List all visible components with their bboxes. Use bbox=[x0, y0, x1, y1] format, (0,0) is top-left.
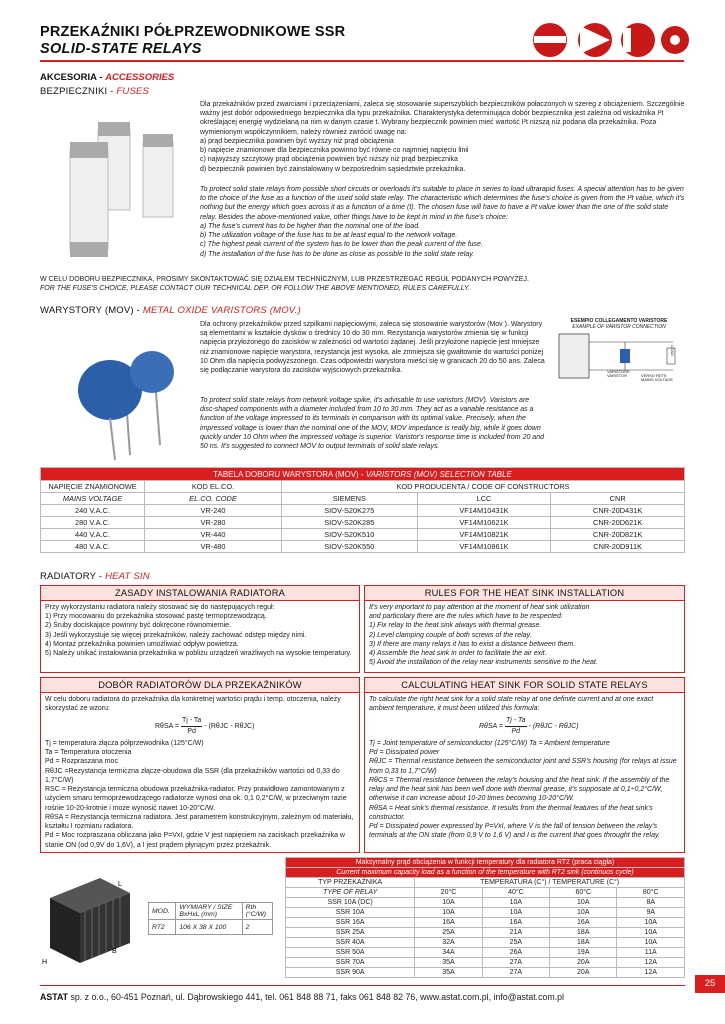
page-subtitle: SOLID-STATE RELAYS bbox=[40, 41, 202, 57]
varistor-photo bbox=[60, 330, 190, 465]
svg-text:L: L bbox=[118, 881, 122, 888]
svg-text:H: H bbox=[42, 959, 48, 966]
page-title: PRZEKAŹNIKI PÓŁPRZEWODNIKOWE SSR bbox=[40, 24, 346, 40]
radiators-heading: RADIATORY - HEAT SIN bbox=[40, 571, 150, 582]
calc-box-en: CALCULATING HEAT SINK FOR SOLID STATE RELAYS To calculate the right heat sink for a solid state relay at one definite current and at one exact ambient temperature, it must been utilized this formula: RθSA = $\frac{Tj - Ta}{Pd}$ - (RθJC - RθJC) Tj = Joint temperature of semiconductor (125°C/W) Ta = Ambient temperature Pd = Dissipated power RθJC = Thermal resistance between the semiconductor joint and SSR's housing (for relays at issue from 0,33 to 1,7°C/W) RθCS = Thermal resistance between the relay's housing and the heat sink. If the assembly of the relay and the heat sink has been well done with thermal grease, it's supposate at 0,1÷0,2°C/W, otherwise it can increase about 10-20 times becoming 10-20°C/W. RθSA = Heat sink's thermal resistance. It results from the thermal features of the heat sink's constructor. Pd = Dissipated power expressed by P=VxI, where V is the fall of tension between the relay's terminals at the ON state (from 0,9 V to 1,6 V) and I is the current that goes throught the relay. bbox=[364, 677, 685, 853]
fuses-photo bbox=[40, 120, 190, 270]
heat-sink-model-table: MOD. WYMIARY / SIZE BxHxL (mm) Rth (°C/W) RT2 106 X 38 X 100 2 bbox=[148, 902, 273, 935]
mov-text-pl: Dla ochrony przekaźników przed szpilkami napięciowymi, zaleca się stosowanie warystorów (Mov ). Warystory są elementami w kształcie dysków o średnicy 10 do 30 mm. Rezystancja warystorów zmienia się w funkcji napięcia przyłożonego do zacisków w zależności od wartości żądanej. Jeśli przyłożone napięcie jest mniejsze niż znamionowe napięcie warystora, rezystancja jest wysoka, ale zmniejsza się gwałtownie do wartości poniżej 10 Ohm dla napięcia podwyższonego. Czas odpowiedzi warystora mieści się w granicach 20 do 50 ans. Zaleca się podłączanie warystora do zacisków wyjściowych przekaźnika. bbox=[200, 321, 545, 375]
fuses-note-pl: W CELU DOBORU BEZPIECZNIKA, PROSIMY SKONTAKTOWAĆ SIĘ DZIAŁEM TECHNICZNYM, LUB PRZESTRZEGAĆ REGUŁ PODANYCH POWYŻEJ. bbox=[40, 276, 529, 283]
footer-rule bbox=[40, 985, 685, 986]
heat-sink-formula-pl: RθSA = $\frac{Tj - Ta}{Pd}$ - (RθJC - RθJC) bbox=[155, 717, 255, 735]
rules-box-en: RULES FOR THE HEAT SINK INSTALLATION It's very important to pay attention at the moment of heat sink utilization and particolary there are the rules which have to be respected: 1) Fix relay to the heat sink always with thermal grease. 2) Level clamping couple of both screws of the relay. 3) If there are many relays it has to exist a distance between them. 4) Assemble the heat sink in order to facilitate the air exit. 5) Avoid the installation of the relay near instruments sensitive to the heat. bbox=[364, 585, 685, 673]
table-row: SSR 50A 34A 26A 19A 11A bbox=[286, 948, 685, 958]
mov-text-en: To protect solid state relays from network voltage spike, it's advisable to use varistors (MOV). Varistors are disc-shaped components with a diameter included from 10 to 30 mm. They act as a variable resistance as a function of the voltage impressed to its terminals in comparison with its optimal value. Precisely, when the impressed voltage is lower than the nominal one of the MOV, MOV impedance is really big, while it goes down quickly under 10 Ohm when the impressed voltage is superior. Varistor's response time is included from 20 and 50 ns. It's suggested to connect MOV to output terminals of solid state relays. bbox=[200, 397, 544, 451]
varistor-connection-diagram: ESEMPIO COLLEGAMENTO VARISTORE EXAMPLE OF VARISTOR CONNECTION VARISTORE VARISTOR VERSO RETE MAINS VOLTAGE LOAD bbox=[555, 318, 683, 390]
table-row: 280 V.A.C. VR-280 SIOV-S20K285 VF14M10621K CNR-20D621K bbox=[41, 517, 685, 529]
table-row: SSR 10A 10A 10A 10A 9A bbox=[286, 908, 685, 918]
table-row: SSR 70A 35A 27A 20A 12A bbox=[286, 958, 685, 968]
fuses-note-en: FOR THE FUSE'S CHOICE, PLEASE CONTACT OUR TECHNICAL DEP. OR FOLLOW THE ABOVE MENTIONED, RULES CAREFULLY. bbox=[40, 285, 470, 292]
footer-contact: ASTAT sp. z o.o., 60-451 Poznań, ul. Dąbrowskiego 441, tel. 061 848 88 71, faks 061 848 82 76, www.astat.com.pl, info@astat.com.pl bbox=[40, 992, 565, 1002]
page-number: 25 bbox=[695, 975, 725, 993]
mov-selection-table: TABELA DOBORU WARYSTORA (MOV) - VARISTORS (MOV) SELECTION TABLE NAPIĘCIE ZNAMIONOWE KOD EL.CO. KOD PRODUCENTA / CODE OF CONSTRUCTORS MAINS VOLTAGE EL.CO. CODE SIEMENS LCC CNR 240 V.A.C. VR-240 SIOV-S20K275 VF14M10431K CNR-20D431K 280 V.A.C. VR-280 SIOV-S20K285 VF14M10621K CNR-20D621K 440 V.A.C. VR-440 SIOV-S20K510 VF14M10821K CNR-20D821K 480 V.A.C. VR-480 SIOV-S20K550 VF14M10861K CNR-20D911K bbox=[40, 467, 685, 553]
fuses-text-en: To protect solid state relays from possible short circuits or overloads it's suitable to place in series to load ultrarapid fuses. A special attention has to be given to the choice of the fuse as a function of the used solid state relay. The characteristic which determines the fuse's choice is given from the I²t value, which it's nothing but the energy which goes across it as a function of a time (t). The chosen fuse will have to have a I²t value lower than the one of the solid state relay. Besides the above-mentioned value, other things have to be kept in mind in the fuse's choice: a) The fuse's current has to be higher than the nominal one of the load. b) The utilization voltage of the fuse has to be at least equal to the network voltage. c) The highest peak current of the system has to be lower than the peak current of the fuse. d) The installation of the fuse has to be done as close as possible to the solid state relay. bbox=[200, 186, 685, 258]
table-row: SSR 40A 32A 25A 18A 10A bbox=[286, 938, 685, 948]
calc-box-pl: DOBÓR RADIATORÓW DLA PRZEKAŹNIKÓW W celu doboru radiatora do przekaźnika dla konkretnej wartości prądu i temp. otoczenia, należy skorzystać ze wzoru: RθSA = $\frac{Tj - Ta}{Pd}$ - (RθJC - RθJC) Tj = temperatura złącza półprzewodnika (125°C/W) Ta = Temperatura otoczenia Pd = Rozpraszana moc RθJC =Rezystancja termiczna złącze-obudowa dla SSR (dla przekaźników wartości od 0,33 do 1,7°C/W) RSC = Rezystancja termiczna obudowa przekaźnika-radiator. Przy prawidłowo zamontowanym z użyciem smaru termoprzewodzącego radiatorze wynosi ona ok. 0,1 0,2°C/W, w przeciwnym razie rośnie 10-20-krotnie i może wynosić nawet 10-20°C/W. RθSA = Rezystancja termiczna radiatora. Jest parametrem konstrukcyjnym, zależnym od materiału, kształtu I rozmiaru radiatora. Pd = Moc rozpraszana obliczana jako P=VxI, gdzie V jest napięciem na zaciskach przekaźnika w stanie ON (od 0,9V do 1,6V), a I jest prądem płynącym przez przekaźnik. bbox=[40, 677, 360, 853]
rules-box-pl: ZASADY INSTALOWANIA RADIATORA Przy wykorzystaniu radiatora należy stosować się do następujących reguł: 1) Przy mocowaniu do przekaźnika stosować pastę termoprzewodzącą. 2) Śruby dociskające powinny być dokręcone równomiernie. 3) Jeśli wykorzystuje się więcej przekaźników, należy zachować odstęp między nimi. 4) Montaż przekaźnika powinien umożliwiać odpływ powietrza. 5) Należy unikać instalowania przekaźnika w pobliżu urządzeń wrażliwych na wysokie temperatury. bbox=[40, 585, 360, 673]
table-row: 440 V.A.C. VR-440 SIOV-S20K510 VF14M10821K CNR-20D821K bbox=[41, 529, 685, 541]
brand-logo-graphic bbox=[520, 18, 690, 58]
heat-sink-drawing bbox=[40, 868, 135, 978]
fuses-text-pl: Dla przekaźników przed zwarciami i przeciążeniami, zaleca się stosowanie superszybkich bezpieczników połaczonych w szereg z obciążeniem. Szczególnie ważny jest dobór odpowiedniego bezpiecznika dla typu przekaźnika. Charakterystyka determinująca dobór bezpiecznika jest zależna od wskaźnika I²t określającej energię wydzielaną na nim w danym czasie t. Wybrany bezpiecznik powinien mieć wartość I²t niższą niż podana dla przekaźnika. Poza wymienionym współczynnikiem, należy również zwrócić uwagę na: a) prąd bezpiecznika powinien być wyższy niż prąd obciążenia b) napięcie znamionowe dla bezpiecznika powinno być równe co najmniej napięciu linii c) najwyższy szczytowy prąd obciążenia powinien być niższy niż prąd bezpiecznika d) bezpiecznik powinien być zainstalowany w bezpośrednim sąsiedztwie przekaźnika. bbox=[200, 101, 685, 173]
table-row: SSR 90A 35A 27A 20A 12A bbox=[286, 968, 685, 978]
max-current-table: Maksymalny prąd obciążenia w funkcji temperatury dla radiatora RT2 (praca ciągła) Current maximum capacity load as a function of the temperature with RT2 sink (continuos cycle) TYP PRZEKAŹNIKA TEMPERATURA (C°) / TEMPERATURE (C°) TYPE OF RELAY 20°C 40°C 60°C 80°C SSR 10A (DC) 10A 10A 10A 8A SSR 10A 10A 10A 10A 9A SSR 16A 16A 16A 16A 10A SSR 25A 25A 21A 18A 10A SSR 40A 32A 25A 18A 10A SSR 50A 34A 26A 19A 11A SSR 70A 35A 27A 20A 12A SSR 90A 35A 27A 20A 12A bbox=[285, 857, 685, 978]
table-row: SSR 16A 16A 16A 16A 10A bbox=[286, 918, 685, 928]
mov-heading: WARYSTORY (MOV) - METAL OXIDE VARISTORS (MOV.) bbox=[40, 305, 301, 316]
accessories-heading: AKCESORIA - ACCESSORIES bbox=[40, 72, 175, 83]
fuses-heading: BEZPIECZNIKI - FUSES bbox=[40, 86, 150, 97]
svg-text:B: B bbox=[112, 948, 117, 955]
table-row: SSR 10A (DC) 10A 10A 10A 8A bbox=[286, 898, 685, 908]
table-row: 480 V.A.C. VR-480 SIOV-S20K550 VF14M10861K CNR-20D911K bbox=[41, 541, 685, 553]
table-row: 240 V.A.C. VR-240 SIOV-S20K275 VF14M10431K CNR-20D431K bbox=[41, 505, 685, 517]
heat-sink-formula-en: RθSA = $\frac{Tj - Ta}{Pd}$ - (RθJC - RθJC) bbox=[479, 717, 579, 735]
table-row: SSR 25A 25A 21A 18A 10A bbox=[286, 928, 685, 938]
header-rule bbox=[40, 60, 684, 62]
